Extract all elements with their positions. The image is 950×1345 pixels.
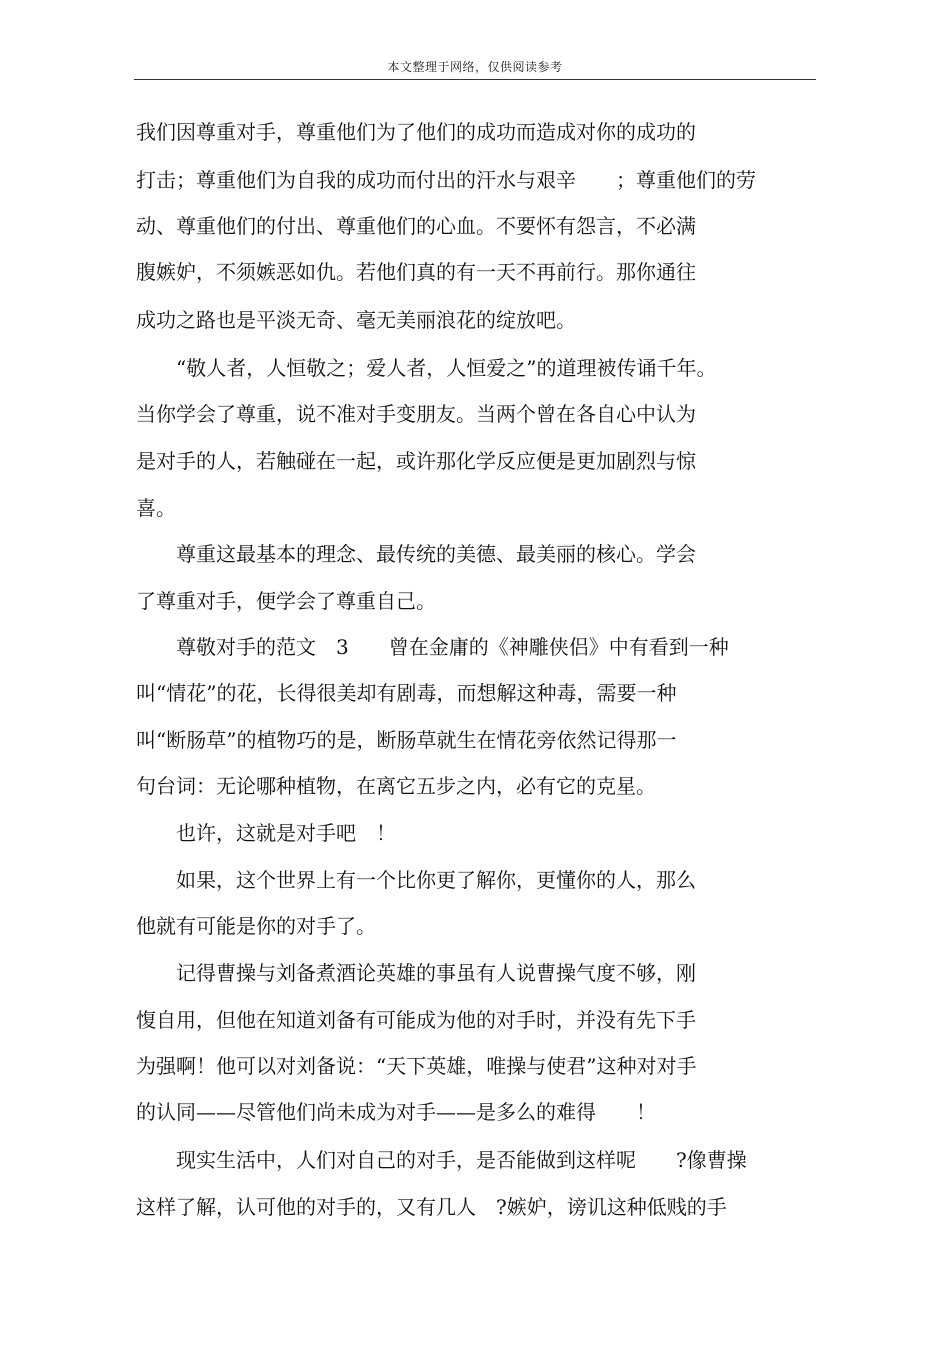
text-line: 现实生活中，人们对自己的对手，是否能做到这样呢 ?像曹操	[136, 1148, 747, 1172]
text-line: 动、尊重他们的付出、尊重他们的心血。不要怀有怨言，不必满	[136, 214, 696, 238]
text-line: 喜。	[136, 496, 176, 520]
text-line: 也许，这就是对手吧 ！	[136, 821, 396, 845]
text-line: 我们因尊重对手，尊重他们为了他们的成功而造成对你的成功的	[136, 120, 696, 144]
header-rule	[134, 79, 816, 80]
text-line: 为强啊！他可以对刘备说：“天下英雄，唯操与使君”这种对对手	[136, 1054, 697, 1078]
text-line: 这样了解，认可他的对手的，又有几人 ?嫉妒，谤讥这种低贱的手	[136, 1195, 727, 1219]
text-line: 成功之路也是平淡无奇、毫无美丽浪花的绽放吧。	[136, 308, 576, 332]
text-line: 当你学会了尊重，说不准对手变朋友。当两个曾在各自心中认为	[136, 402, 696, 426]
text-line: 愎自用，但他在知道刘备有可能成为他的对手时，并没有先下手	[136, 1008, 696, 1032]
text-line: 他就有可能是你的对手了。	[136, 914, 376, 938]
text-line: 尊重这最基本的理念、最传统的美德、最美丽的核心。学会	[136, 542, 696, 566]
text-line: 了尊重对手，便学会了尊重自己。	[136, 589, 436, 613]
text-line: 叫“情花”的花，长得很美却有剧毒，而想解这种毒，需要一种	[136, 681, 677, 705]
text-line: 尊敬对手的范文 3 曾在金庸的《神雕侠侣》中有看到一种	[136, 635, 729, 659]
text-line: “敬人者，人恒敬之；爱人者，人恒爱之”的道理被传诵千年。	[136, 356, 717, 380]
page-header: 本文整理于网络，仅供阅读参考	[387, 60, 563, 74]
text-line: 叫“断肠草”的植物巧的是，断肠草就生在情花旁依然记得那一	[136, 728, 677, 752]
text-line: 打击；尊重他们为自我的成功而付出的汗水与艰辛 ；尊重他们的劳	[136, 168, 756, 192]
text-line: 是对手的人，若触碰在一起，或许那化学反应便是更加剧烈与惊	[136, 449, 696, 473]
text-line: 记得曹操与刘备煮酒论英雄的事虽有人说曹操气度不够，刚	[136, 961, 696, 985]
text-line: 句台词：无论哪种植物，在离它五步之内，必有它的克星。	[136, 774, 656, 798]
text-line: 如果，这个世界上有一个比你更了解你，更懂你的人，那么	[136, 868, 696, 892]
text-line: 腹嫉妒，不须嫉恶如仇。若他们真的有一天不再前行。那你通往	[136, 260, 696, 284]
text-line: 的认同——尽管他们尚未成为对手——是多么的难得 ！	[136, 1100, 656, 1124]
